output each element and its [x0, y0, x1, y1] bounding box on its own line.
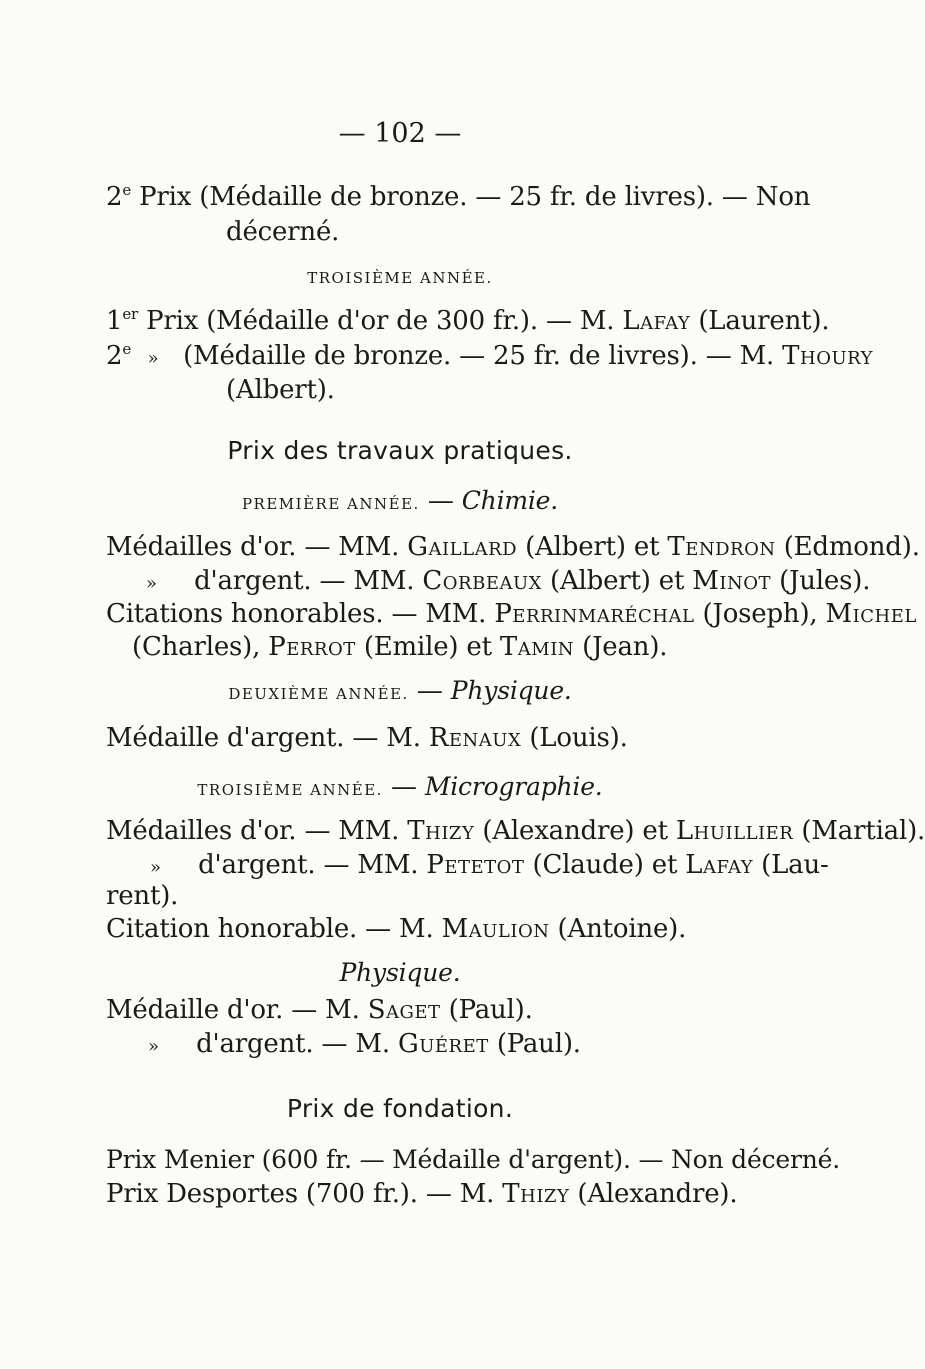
laureate-name: Maulion [441, 914, 550, 944]
laureate-name: Guéret [397, 1029, 489, 1059]
laureate-name: Petetot [426, 850, 525, 880]
year-label: TROISIÈME ANNÉE. [197, 781, 383, 799]
subject-label: Chimie. [461, 486, 559, 515]
ordinal-number: 2 [106, 182, 123, 212]
ditto-mark: » [148, 1036, 159, 1057]
ordinal-number: 1 [106, 306, 123, 336]
award-text: (Jules). [771, 566, 871, 596]
year-heading [0, 675, 800, 710]
award-text: (Joseph), [694, 599, 826, 629]
award-text: d'argent. — M. [188, 1029, 398, 1059]
award-text: (Claude) et [524, 850, 686, 880]
award-text: (Charles), [132, 632, 269, 662]
award-text: (Albert) et [541, 566, 693, 596]
ordinal-suffix: e [122, 340, 132, 358]
laureate-name: Gaillard [407, 532, 518, 562]
page-number: — 102 — [338, 118, 462, 149]
ditto-mark: » [147, 348, 159, 369]
laureate-name: Perrinmaréchal [494, 599, 695, 629]
laureate-name: Perrot [268, 632, 356, 662]
laureate-name: Tendron [667, 532, 776, 562]
laureate-name: Minot [692, 566, 772, 596]
laureate-name: Corbeaux [422, 566, 542, 596]
award-text: Prix Desportes (700 fr.). — M. [106, 1179, 503, 1209]
award-text: (Antoine). [549, 914, 687, 944]
award-text: (Edmond). [775, 532, 920, 562]
subject-label: Physique. [339, 958, 461, 987]
ordinal-number: 2 [106, 341, 123, 371]
foundation-prize-line: Prix Menier (600 fr. — Médaille d'argent). — Non décerné. [106, 1145, 840, 1174]
heading-dash: — [419, 486, 462, 516]
award-line-continuation: rent). [106, 881, 179, 911]
year-label: PREMIÈRE ANNÉE. [241, 495, 420, 513]
award-line [106, 913, 686, 945]
prize-line [106, 181, 810, 213]
prize-text: Prix (Médaille de bronze. — 25 fr. de livres). — Non [131, 182, 811, 212]
prize-text: (Médaille de bronze. — 25 fr. de livres). — M. [175, 341, 783, 371]
laureate-name: Lafay [685, 850, 754, 880]
year-heading: TROISIÈME ANNÉE. [307, 269, 493, 287]
prize-line-continuation: (Albert). [226, 375, 335, 405]
award-text: d'argent. — MM. [186, 566, 423, 596]
year-heading [0, 485, 800, 520]
laureate-name: Saget [367, 995, 441, 1025]
prize-text: Prix (Médaille d'or de 300 fr.). — M. [138, 306, 623, 336]
award-text: (Albert) et [517, 532, 668, 562]
ditto-mark: » [146, 573, 157, 594]
award-line [106, 815, 925, 847]
award-text: Citation honorable. — M. [106, 914, 442, 944]
laureate-name: Tamin [499, 632, 575, 662]
award-text: Citations honorables. — MM. [106, 599, 495, 629]
award-text: d'argent. — MM. [190, 850, 427, 880]
laureate-name: Lafay [622, 306, 691, 336]
award-line [146, 565, 870, 600]
award-text: Médaille d'argent. — M. [106, 723, 429, 753]
laureate-name: Renaux [428, 723, 522, 753]
subject-label: Physique. [450, 676, 572, 705]
award-text: (Paul). [488, 1029, 581, 1059]
award-text: (Martial). [793, 816, 925, 846]
award-text: (Emile) et [355, 632, 500, 662]
award-text: Médailles d'or. — MM. [106, 816, 408, 846]
prize-line [106, 340, 873, 375]
award-text: (Alexandre). [569, 1179, 738, 1209]
ordinal-suffix: er [122, 305, 138, 323]
section-title: Prix de fondation. [286, 1094, 514, 1123]
award-text: Médailles d'or. — MM. [106, 532, 408, 562]
ordinal-suffix: e [122, 181, 132, 199]
laureate-name: Thoury [782, 341, 874, 371]
year-label: DEUXIÈME ANNÉE. [228, 685, 409, 703]
heading-dash: — [408, 676, 451, 706]
laureate-firstname: (Laurent). [690, 306, 830, 336]
award-line [106, 531, 920, 563]
prize-line-continuation: décerné. [226, 217, 340, 247]
award-text: (Alexandre) et [474, 816, 676, 846]
award-text: (Lau- [753, 850, 829, 880]
year-heading [0, 771, 800, 806]
heading-dash: — [382, 772, 425, 802]
award-line [106, 722, 628, 754]
award-line [132, 631, 667, 663]
award-text: (Paul). [440, 995, 533, 1025]
award-text: (Jean). [574, 632, 668, 662]
award-line [106, 598, 917, 630]
award-text: (Louis). [521, 723, 628, 753]
laureate-name: Thizy [407, 816, 475, 846]
subject-label: Micrographie. [424, 772, 603, 801]
section-title: Prix des travaux pratiques. [227, 436, 573, 465]
award-text: Médaille d'or. — M. [106, 995, 368, 1025]
ditto-mark: » [150, 857, 161, 878]
prize-line [106, 305, 829, 337]
laureate-name: Michel [825, 599, 917, 629]
laureate-name: Thizy [502, 1179, 570, 1209]
laureate-name: Lhuillier [675, 816, 794, 846]
foundation-prize-line [106, 1178, 737, 1210]
award-line [148, 1028, 581, 1063]
award-line [106, 994, 533, 1026]
award-line [150, 849, 829, 884]
